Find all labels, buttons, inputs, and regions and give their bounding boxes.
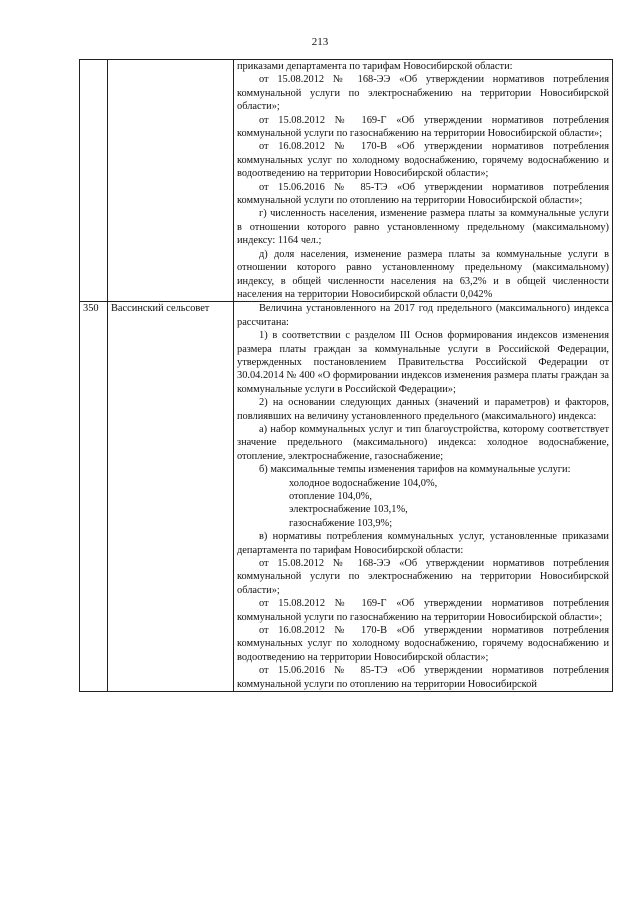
document-table xyxy=(79,59,613,692)
table-row xyxy=(80,60,613,302)
description-cell xyxy=(234,60,613,302)
paragraph: отопление 104,0%, xyxy=(289,491,372,502)
paragraph: от 15.08.2012 № 169-Г «Об утверждении нормативов потребления коммунальной услуги по газоснабжению на территории Новосибирской области»; xyxy=(237,114,609,140)
paragraph: а) набор коммунальных услуг и тип благоустройства, которому соответствует значение предельного (максимального) индекса: холодное водоснабжение, отопление, электроснабжение, газоснабжение; xyxy=(237,423,609,462)
paragraph: газоснабжение 103,9%; xyxy=(289,517,393,529)
municipality-name-cell xyxy=(108,60,234,302)
municipality-name-cell: Вассинский сельсовет xyxy=(108,302,234,692)
paragraph: Величина установленного на 2017 год предельного (максимального) индекса рассчитана: xyxy=(237,303,609,328)
paragraph: от 16.08.2012 № 170-В «Об утверждении нормативов потребления коммунальных услуг по холодному водоснабжению, горячему водоснабжению и водоотведению на территории Новосибирской области»; xyxy=(237,625,609,663)
paragraph: б) максимальные темпы изменения тарифов на коммунальные услуги: xyxy=(259,464,571,476)
paragraph: от 15.08.2012 № 168-ЭЭ «Об утверждении нормативов потребления коммунальной услуги по электроснабжению на территории Новосибирской области»; xyxy=(237,558,609,596)
paragraph: от 15.08.2012 № 168-ЭЭ «Об утверждении нормативов потребления коммунальной услуги по электроснабжению на территории Новосибирской области»; xyxy=(237,74,609,113)
row-number-cell xyxy=(80,60,108,302)
paragraph: приказами департамента по тарифам Новосибирской области: xyxy=(237,61,513,72)
paragraph: 1) в соответствии с разделом III Основ формирования индексов изменения размера платы граждан за коммунальные услуги в Российской Федерации, утвержденных постановлением Правительства Российской Федерации от 30.04.2014 № 400 «О формировании индексов изменения размера платы граждан за коммунальные услуги в Российской Федерации»; xyxy=(237,330,609,395)
paragraph: от 15.08.2012 № 169-Г «Об утверждении нормативов потребления коммунальной услуги по газоснабжению на территории Новосибирской области»; xyxy=(237,598,609,623)
paragraph: электроснабжение 103,1%, xyxy=(289,504,408,516)
paragraph: от 16.08.2012 № 170-В «Об утверждении нормативов потребления коммунальных услуг по холодному водоснабжению, горячему водоснабжению и водоотведению на территории Новосибирской области»; xyxy=(237,141,609,180)
paragraph: д) доля населения, изменение размера платы за коммунальные услуги в отношении которого равно установленному предельному (максимальному) индексу, в общей численности населения на 63,2% и в общей численности населения на территории Новосибирской области 0,042% xyxy=(237,248,609,300)
paragraph: от 15.06.2016 № 85-ТЭ «Об утверждении нормативов потребления коммунальной услуги по отоплению на территории Новосибирской xyxy=(237,665,609,690)
page-number: 213 xyxy=(311,36,329,48)
row-number-cell: 350 xyxy=(80,302,108,692)
paragraph: холодное водоснабжение 104,0%, xyxy=(289,477,438,489)
table-row xyxy=(80,302,613,692)
description-cell xyxy=(234,302,613,692)
paragraph: от 15.06.2016 № 85-ТЭ «Об утверждении нормативов потребления коммунальной услуги по отоплению на территории Новосибирской области»; xyxy=(237,181,609,207)
document-table-body xyxy=(80,60,613,692)
paragraph: в) нормативы потребления коммунальных услуг, установленные приказами департамента по тарифам Новосибирской области: xyxy=(237,531,609,556)
paragraph: г) численность населения, изменение размера платы за коммунальные услуги в отношении которого равно установленному предельному (максимальному) индексу: 1164 чел.; xyxy=(237,208,609,247)
paragraph: 2) на основании следующих данных (значений и параметров) и факторов, повлиявших на величину установленного предельного (максимального) индекса: xyxy=(237,397,609,422)
